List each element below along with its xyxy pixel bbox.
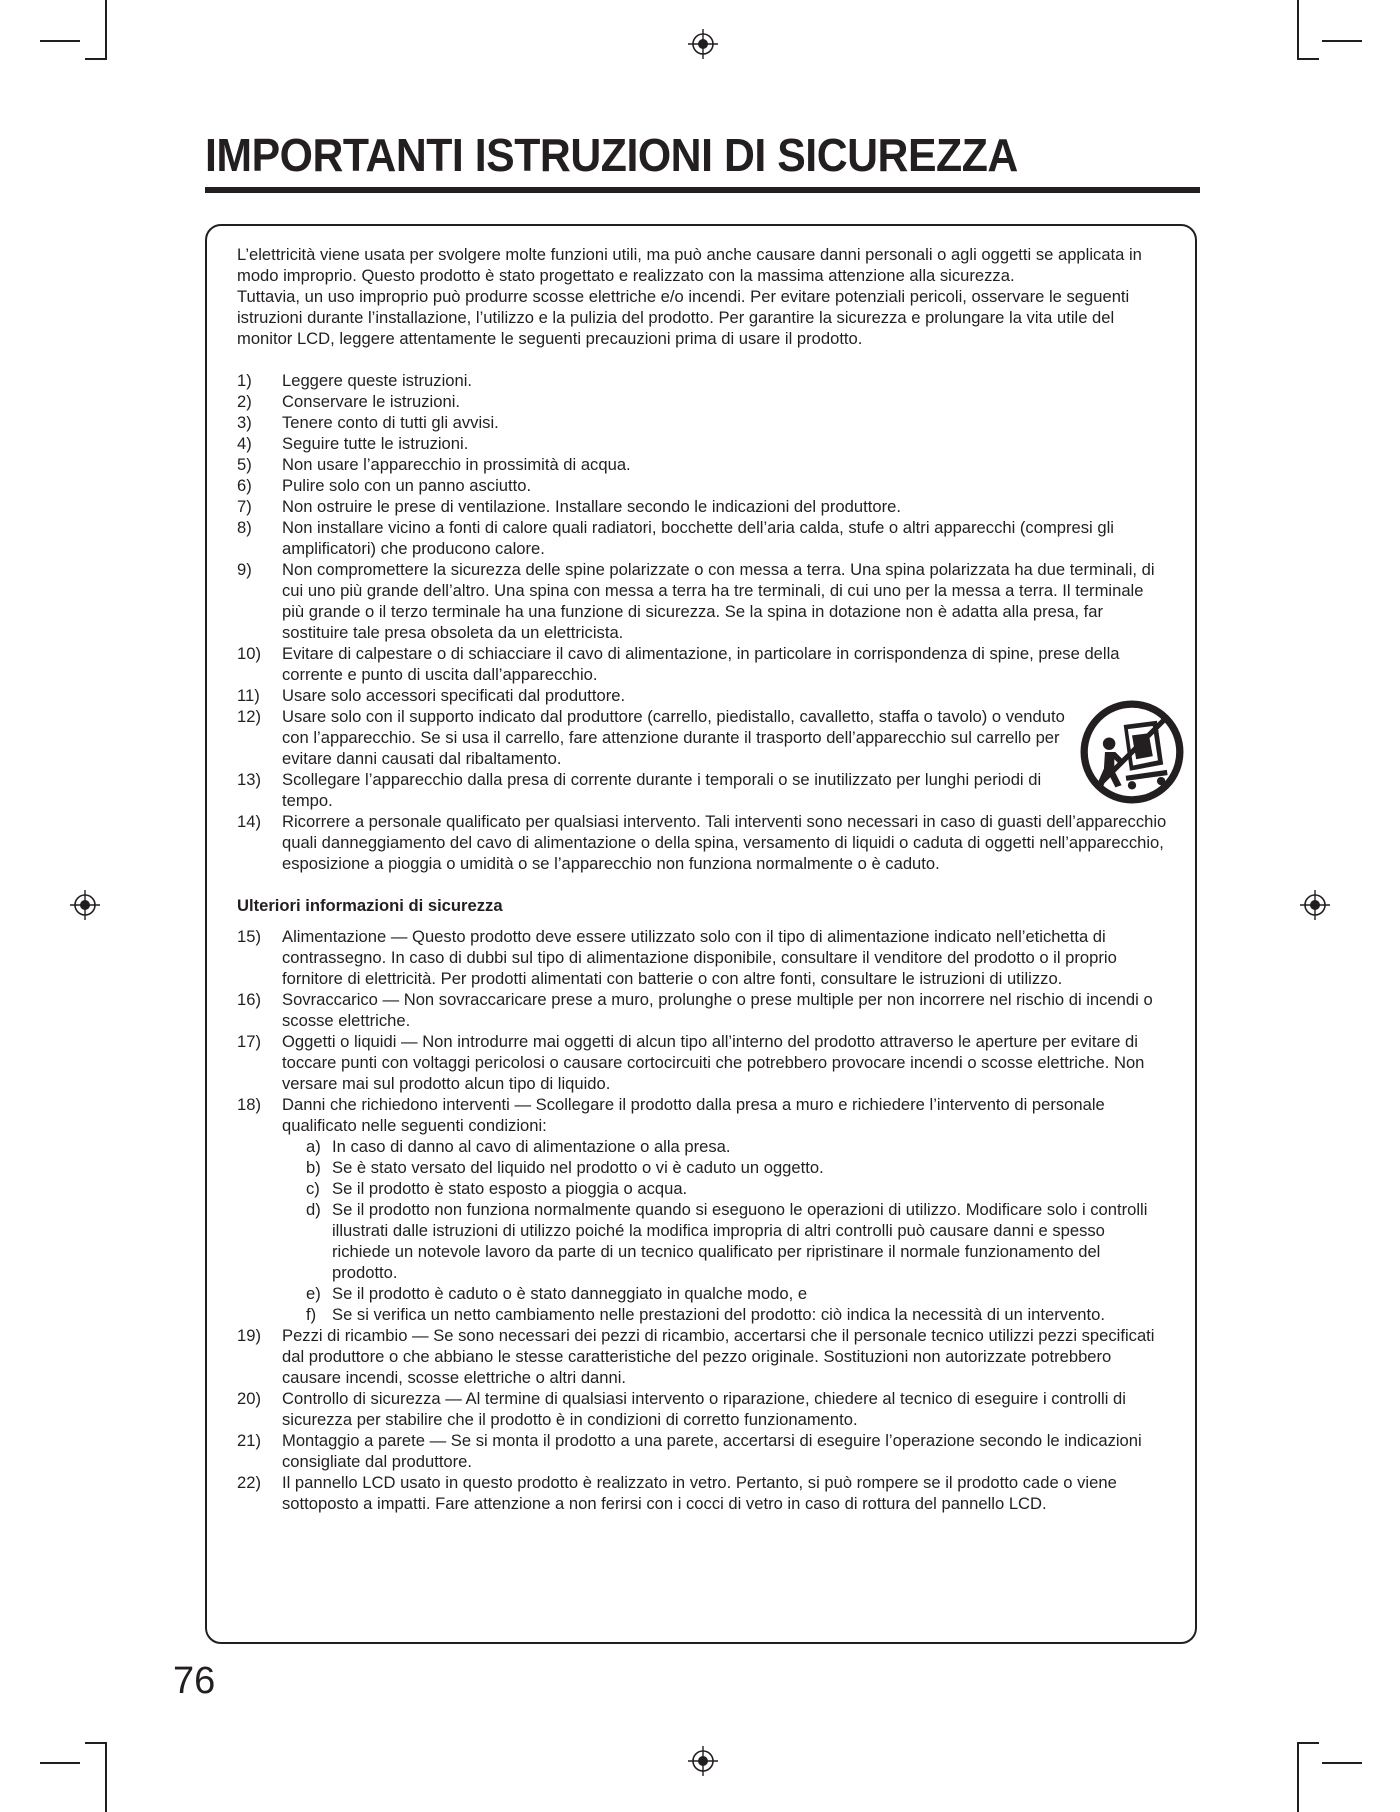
crop-mark	[1297, 0, 1299, 60]
item-text: Pezzi di ricambio — Se sono necessari dei pezzi di ricambio, accertarsi che il personale tecnico utilizzi pezzi specificati dal produttore o che abbiano le stesse caratteristiche del pezzo originale. Sostituzioni non autorizzate potrebbero causare incendi, scosse elettriche o altri danni.	[282, 1326, 1155, 1387]
item-number: 20)	[237, 1389, 261, 1408]
registration-mark-icon	[688, 1746, 718, 1776]
registration-mark-icon	[70, 890, 100, 920]
item-text: Ricorrere a personale qualificato per qualsiasi intervento. Tali interventi sono necessari in caso di guasti dell’apparecchio quali danneggiamento del cavo di alimentazione o della spina, versamento di liquidi o caduta di oggetti nell’apparecchio, esposizione a pioggia o umidità o se l’apparecchio non funziona normalmente o è caduto.	[282, 812, 1167, 873]
list-item	[237, 989, 1167, 1031]
sub-item-letter: c)	[306, 1179, 320, 1198]
sub-item	[282, 1178, 1167, 1199]
item-number: 15)	[237, 927, 261, 946]
item-text: Non ostruire le prese di ventilazione. Installare secondo le indicazioni del produttore.	[282, 497, 901, 516]
item-number: 5)	[237, 455, 252, 474]
sub-item	[282, 1199, 1167, 1283]
safety-content	[237, 244, 1167, 1514]
item-text: Non compromettere la sicurezza delle spine polarizzate o con messa a terra. Una spina polarizzata ha due terminali, di cui uno più grande dell’altro. Una spina con messa a terra ha tre terminali, di cui uno per la messa a terra. Il terminale più grande o il terzo terminale ha una funzione di sicurezza. Se la spina in dotazione non è adatta alla presa, far sostituire tale presa obsoleta da un elettricista.	[282, 560, 1155, 642]
registration-mark-icon	[1300, 890, 1330, 920]
list-item	[237, 1430, 1167, 1472]
item-text: Seguire tutte le istruzioni.	[282, 434, 469, 453]
further-list	[237, 926, 1167, 1514]
title-rule	[205, 187, 1200, 193]
item-text: Pulire solo con un panno asciutto.	[282, 476, 532, 495]
item-number: 9)	[237, 560, 252, 579]
intro-paragraph: Tuttavia, un uso improprio può produrre scosse elettriche e/o incendi. Per evitare potenziali pericoli, osservare le seguenti istruzioni durante l’installazione, l’utilizzo e la pulizia del prodotto. Per garantire la sicurezza e prolungare la vita utile del monitor LCD, leggere attentamente le seguenti precauzioni prima di usare il prodotto.	[237, 287, 1130, 348]
item-number: 17)	[237, 1032, 261, 1051]
item-text: Conservare le istruzioni.	[282, 392, 460, 411]
list-item	[237, 1388, 1167, 1430]
crop-mark	[85, 58, 107, 60]
item-text: Evitare di calpestare o di schiacciare il cavo di alimentazione, in particolare in corrispondenza di spine, prese della corrente e punto di uscita dall’apparecchio.	[282, 644, 1120, 684]
sub-item-letter: e)	[306, 1284, 321, 1303]
sub-item-text: Se il prodotto è caduto o è stato danneggiato in qualche modo, e	[332, 1284, 808, 1303]
list-item	[237, 475, 1167, 496]
sub-item-text: In caso di danno al cavo di alimentazione o alla presa.	[332, 1137, 731, 1156]
item-text: Controllo di sicurezza — Al termine di qualsiasi intervento o riparazione, chiedere al tecnico di eseguire i controlli di sicurezza per stabilire che il prodotto è in condizioni di corretto funzionamento.	[282, 1389, 1126, 1429]
item-number: 19)	[237, 1326, 261, 1345]
crop-mark	[1297, 58, 1319, 60]
item-number: 18)	[237, 1095, 261, 1114]
item-number: 12)	[237, 707, 261, 726]
instruction-list	[237, 370, 1167, 874]
sub-item-letter: d)	[306, 1200, 321, 1219]
list-item	[237, 454, 1167, 475]
item-text: Danni che richiedono interventi — Scollegare il prodotto dalla presa a muro e richiedere l’intervento di personale qualificato nelle seguenti condizioni:	[282, 1095, 1105, 1135]
sub-item-text: Se il prodotto è stato esposto a pioggia o acqua.	[332, 1179, 688, 1198]
item-number: 4)	[237, 434, 252, 453]
list-item	[237, 496, 1167, 517]
sub-item-text: Se è stato versato del liquido nel prodotto o vi è caduto un oggetto.	[332, 1158, 824, 1177]
item-number: 1)	[237, 371, 252, 390]
crop-mark	[40, 40, 80, 42]
crop-mark	[40, 1762, 80, 1764]
crop-mark	[105, 1742, 107, 1812]
item-number: 14)	[237, 812, 261, 831]
list-item	[237, 370, 1167, 391]
crop-mark	[85, 1742, 107, 1744]
item-text: Usare solo accessori specificati dal produttore.	[282, 686, 626, 705]
list-item	[237, 412, 1167, 433]
item-text: Il pannello LCD usato in questo prodotto è realizzato in vetro. Pertanto, si può rompere se il prodotto cade o viene sottoposto a impatti. Fare attenzione a non ferirsi con i cocci di vetro in caso di rottura del pannello LCD.	[282, 1473, 1117, 1513]
item-number: 2)	[237, 392, 252, 411]
section-heading: Ulteriori informazioni di sicurezza	[237, 896, 503, 915]
item-number: 21)	[237, 1431, 261, 1450]
crop-mark	[1297, 1742, 1319, 1744]
sub-item-letter: b)	[306, 1158, 321, 1177]
list-item	[237, 811, 1167, 874]
item-text: Tenere conto di tutti gli avvisi.	[282, 413, 499, 432]
list-item	[237, 1094, 1167, 1325]
sub-item-text: Se il prodotto non funziona normalmente quando si eseguono le operazioni di utilizzo. Modificare solo i controlli illustrati dalle istruzioni di utilizzo poiché la modifica impropria di altri controlli può causare danni e spesso richiede un notevole lavoro da parte di un tecnico qualificato per ripristinare il normale funzionamento del prodotto.	[332, 1200, 1148, 1282]
sub-item	[282, 1157, 1167, 1178]
safety-box	[205, 224, 1197, 1644]
item-body	[282, 1094, 1167, 1325]
item-text: Leggere queste istruzioni.	[282, 371, 473, 390]
item-text: Oggetti o liquidi — Non introdurre mai oggetti di alcun tipo all’interno del prodotto attraverso le aperture per evitare di toccare punti con voltaggi pericolosi o causare cortocircuiti che potrebbero provocare incendi o scosse elettriche. Non versare mai sul prodotto alcun tipo di liquido.	[282, 1032, 1145, 1093]
list-item	[237, 643, 1167, 685]
item-text: Alimentazione — Questo prodotto deve essere utilizzato solo con il tipo di alimentazione indicato nell’etichetta di contrassegno. In caso di dubbi sul tipo di alimentazione disponibile, consultare il venditore del prodotto o il proprio fornitore di elettricità. Per prodotti alimentati con batterie o con altre fonti, consultare le istruzioni di utilizzo.	[282, 927, 1117, 988]
item-number: 10)	[237, 644, 261, 663]
list-item	[237, 517, 1167, 559]
list-item	[237, 1472, 1167, 1514]
sub-item-letter: a)	[306, 1137, 321, 1156]
page-number: 76	[173, 1660, 216, 1702]
item-number: 11)	[237, 686, 260, 705]
sub-item	[282, 1304, 1167, 1325]
item-number: 22)	[237, 1473, 261, 1492]
item-text: Sovraccarico — Non sovraccaricare prese a muro, prolunghe o prese multiple per non incorrere nel rischio di incendi o scosse elettriche.	[282, 990, 1153, 1030]
crop-mark	[1322, 1762, 1362, 1764]
item-text: Non usare l’apparecchio in prossimità di acqua.	[282, 455, 631, 474]
list-item	[237, 706, 1167, 769]
page-title: IMPORTANTI ISTRUZIONI DI SICUREZZA	[205, 129, 1018, 181]
item-text: Scollegare l’apparecchio dalla presa di corrente durante i temporali o se inutilizzato per lunghi periodi di tempo.	[282, 770, 1042, 810]
list-item	[237, 559, 1167, 643]
sub-item	[282, 1283, 1167, 1304]
crop-mark	[1322, 40, 1362, 42]
list-item	[237, 1325, 1167, 1388]
sub-item-letter: f)	[306, 1305, 317, 1324]
list-item	[237, 926, 1167, 989]
item-number: 6)	[237, 476, 252, 495]
list-item	[237, 769, 1167, 811]
crop-mark	[105, 0, 107, 60]
item-text: Usare solo con il supporto indicato dal produttore (carrello, piedistallo, cavalletto, staffa o tavolo) o venduto con l’apparecchio. Se si usa il carrello, fare attenzione durante il trasporto dell’apparecchio sul carrello per evitare danni causati dal ribaltamento.	[282, 707, 1065, 768]
list-item	[237, 433, 1167, 454]
item-number: 3)	[237, 413, 252, 432]
list-item	[237, 391, 1167, 412]
item-number: 16)	[237, 990, 261, 1009]
list-item	[237, 1031, 1167, 1094]
registration-mark-icon	[688, 29, 718, 59]
item-text: Montaggio a parete — Se si monta il prodotto a una parete, accertarsi di eseguire l’operazione secondo le indicazioni consigliate dal produttore.	[282, 1431, 1142, 1471]
item-text: Non installare vicino a fonti di calore quali radiatori, bocchette dell’aria calda, stufe o altri apparecchi (compresi gli amplificatori) che producono calore.	[282, 518, 1114, 558]
crop-mark	[1297, 1742, 1299, 1812]
list-item	[237, 685, 1167, 706]
sub-item	[282, 1136, 1167, 1157]
item-number: 13)	[237, 770, 261, 789]
intro-paragraph: L’elettricità viene usata per svolgere molte funzioni utili, ma può anche causare danni personali o agli oggetti se applicata in modo improprio. Questo prodotto è stato progettato e realizzato con la massima attenzione alla sicurezza.	[237, 245, 1142, 285]
sub-item-text: Se si verifica un netto cambiamento nelle prestazioni del prodotto: ciò indica la necessità di un intervento.	[332, 1305, 1105, 1324]
cart-tipover-warning-icon	[1080, 700, 1184, 804]
item-number: 8)	[237, 518, 252, 537]
item-number: 7)	[237, 497, 252, 516]
